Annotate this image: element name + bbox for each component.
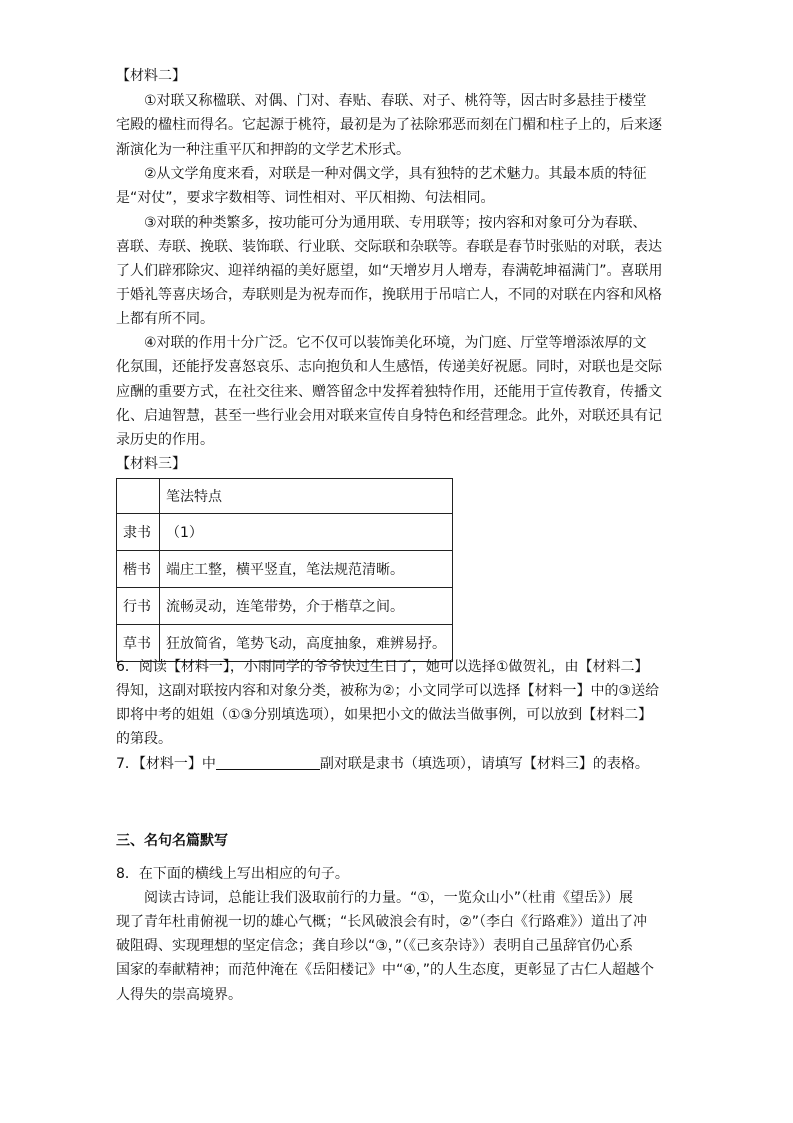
table-cell-style: 草书: [117, 625, 160, 662]
material2-p2-line1: ②从文学角度来看，对联是一种对偶文学，具有独特的艺术魅力。其最本质的特征: [144, 166, 647, 182]
table-row: [117, 588, 453, 625]
question6-line4: 的第段。: [116, 731, 172, 747]
section3-heading: 三、名句名篇默写: [116, 833, 228, 849]
material2-p3-line3: 了人们辟邪除灾、迎祥纳福的美好愿望，如“天增岁月人增寿，春满乾坤福满门”。喜联用: [116, 263, 663, 279]
material2-p2-line2: 是“对仗”，要求字数相等、词性相对、平仄相拗、句法相同。: [116, 190, 495, 206]
material2-heading: 【材料二】: [116, 68, 186, 84]
question8-line2: 现了青年杜甫俯视一切的雄心气概；“长风破浪会有时，②”（李白《行路难》）道出了冲: [116, 914, 648, 930]
table-cell-feature: （1）: [160, 514, 453, 551]
material2-p3-line4: 于婚礼等喜庆场合，寿联则是为祝寿而作，挽联用于吊唁亡人，不同的对联在内容和风格: [116, 287, 662, 303]
question8-line4: 国家的奉献精神；而范仲淹在《岳阳楼记》中“④，”的人生态度，更彰显了古仁人超越个: [116, 962, 655, 978]
material2-p3-line2: 喜联、寿联、挽联、装饰联、行业联、交际联和杂联等。春联是春节时张贴的对联，表达: [116, 239, 662, 255]
brush-style-table: [116, 478, 453, 662]
material2-p3-line5: 上都有所不同。: [116, 311, 214, 327]
material2-p4-line4: 化、启迪智慧，甚至一些行业会用对联来宣传自身特色和经营理念。此外，对联还具有记: [116, 408, 662, 424]
material2-p4-line3: 应酬的重要方式，在社交往来、赠答留念中发挥着独特作用，还能用于宣传教育，传播文: [116, 384, 662, 400]
question8-line5: 人得失的崇高境界。: [116, 987, 242, 1003]
table-header-row: [117, 479, 453, 514]
table-cell-style: 隶书: [117, 514, 160, 551]
question8-line3: 破阻碍、实现理想的坚定信念；龚自珍以“③，”（《己亥杂诗》）表明自己虽辞官仍心系: [116, 938, 634, 954]
question8-line1: 阅读古诗词，总能让我们汲取前行的力量。“①，一览众山小”（杜甫《望岳》）展: [144, 890, 634, 906]
material2-p4-line2: 化氛围，还能抒发喜怒哀乐、志向抱负和人生感悟，传递美好祝愿。同时，对联也是交际: [116, 359, 662, 375]
question6-line3: 即将中考的姐姐（①③分别填选项），如果把小文的做法当做事例，可以放到【材料二】: [116, 707, 653, 723]
question8-title: 8．在下面的横线上写出相应的句子。: [116, 866, 349, 882]
answer-blank[interactable]: [216, 755, 320, 770]
material2-p1-line3: 渐演化为一种注重平仄和押韵的文学艺术形式。: [116, 142, 410, 158]
question7-prefix: 7．【材料一】中: [116, 756, 216, 772]
material2-p4-line1: ④对联的作用十分广泛。它不仅可以装饰美化环境，为门庭、厅堂等增添浓厚的文: [144, 335, 647, 351]
question7-suffix: 副对联是隶书（填选项），请填写【材料三】的表格。: [319, 756, 649, 772]
table-cell-style: 行书: [117, 588, 160, 625]
material3-heading: 【材料三】: [116, 456, 186, 472]
material2-p4-line5: 录历史的作用。: [116, 432, 214, 448]
table-cell-feature: 狂放简省，笔势飞动，高度抽象，难辨易抒。: [160, 625, 453, 662]
table-header-cell: 笔法特点: [160, 479, 453, 514]
material2-p3-line1: ③对联的种类繁多，按功能可分为通用联、专用联等；按内容和对象可分为春联、: [144, 215, 647, 231]
question6-line1: 6．阅读【材料一】，小雨同学的爷爷快过生日了，她可以选择①做贺礼，由【材料二】: [116, 659, 649, 675]
question6-line2: 得知，这副对联按内容和对象分类，被称为②；小文同学可以选择【材料一】中的③送给: [116, 683, 660, 699]
table-cell-feature: 端庄工整，横平竖直，笔法规范清晰。: [160, 551, 453, 588]
table-row: [117, 551, 453, 588]
material2-p1-line2: 宅殿的楹柱而得名。它起源于桃符，最初是为了祛除邪恶而刻在门楣和柱子上的，后来逐: [116, 117, 662, 133]
table-header-cell: [117, 479, 160, 514]
table-cell-feature: 流畅灵动，连笔带势，介于楷草之间。: [160, 588, 453, 625]
table-row: [117, 514, 453, 551]
table-cell-style: 楷书: [117, 551, 160, 588]
material2-p1-line1: ①对联又称楹联、对偶、门对、春贴、春联、对子、桃符等，因古时多悬挂于楼堂: [144, 93, 647, 109]
question7: [116, 752, 649, 776]
